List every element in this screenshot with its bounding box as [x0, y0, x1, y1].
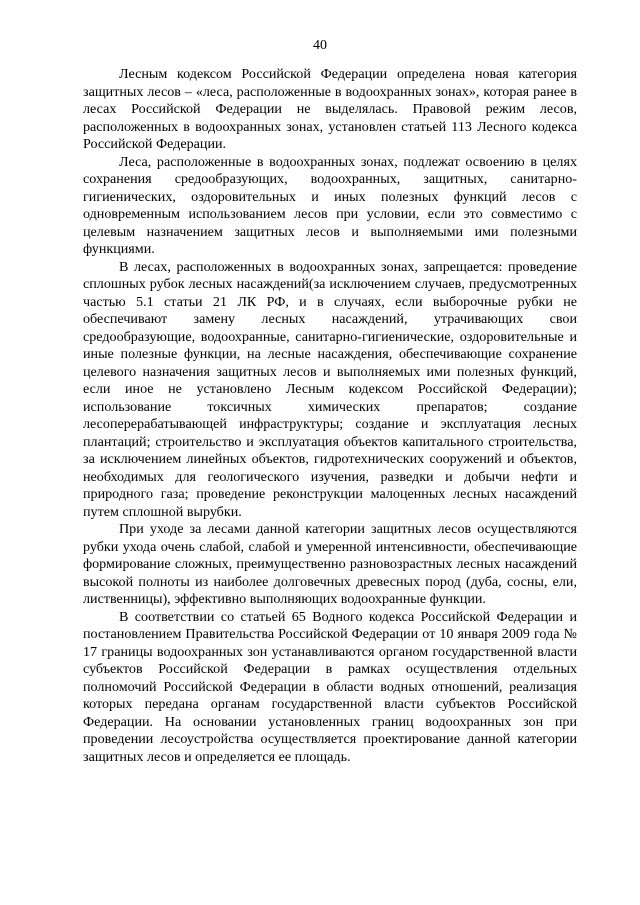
document-body: [83, 66, 577, 766]
page-number: 40: [313, 38, 327, 53]
paragraph-water-code-boundaries: В соответствии со статьей 65 Водного кодекса Российской Федерации и постановлением Правительства Российской Федерации от 10 января 2009 года № 17 границы водоохранных зон устанавливаются органом государственной власти субъектов Российской Федерации в рамках осуществления отдельных полномочий Российской Федерации в области водных отношений, реализация которых передана органам государственной власти субъектов Российской Федерации. На основании установленных границ водоохранных зон при проведении лесоустройства осуществляется проектирование данной категории защитных лесов и определяется ее площадь.: [83, 608, 577, 765]
paragraph-prohibitions: В лесах, расположенных в водоохранных зонах, запрещается: проведение сплошных рубок лесных насаждений(за исключением случаев, предусмотренных частью 5.1 статьи 21 ЛК РФ, и в случаях, если выборочные рубки не обеспечивают замену лесных насаждений, утрачивающих свои средообразующие, водоохранные, санитарно-гигиенические, оздоровительные и иные полезные функции, на лесные насаждения, обеспечивающие сохранение целевого назначения защитных лесов и выполняемых ими полезных функций, если иное не установлено Лесным кодексом Российской Федерации); использование токсичных химических препаратов; создание лесоперерабатывающей инфраструктуры; создание и эксплуатация лесных плантаций; строительство и эксплуатация объектов капитального строительства, за исключением линейных объектов, гидротехнических сооружений и объектов, необходимых для геологического изучения, разведки и добычи нефти и природного газа; проведение реконструкции малоценных лесных насаждений путем сплошной вырубки.: [83, 258, 577, 520]
paragraph-forest-code-category: Лесным кодексом Российской Федерации определена новая категория защитных лесов – «леса, расположенные в водоохранных зонах», которая ранее в лесах Российской Федерации не выделялась. Правовой режим лесов, расположенных в водоохранных зонах, установлен статьей 113 Лесного кодекса Российской Федерации.: [83, 66, 577, 152]
paragraph-thinning-care: При уходе за лесами данной категории защитных лесов осуществляются рубки ухода очень слабой, слабой и умеренной интенсивности, обеспечивающие формирование сложных, преимущественно разновозрастных лесных насаждений высокой полноты из наиболее долговечных древесных пород (дуба, сосны, ели, лиственницы), эффективно выполняющих водоохранные функции.: [83, 521, 577, 607]
paragraph-forest-development: Леса, расположенные в водоохранных зонах, подлежат освоению в целях сохранения средообразующих, водоохранных, защитных, санитарно-гигиенических, оздоровительных и иных полезных функций лесов с одновременным использованием лесов при условии, если это совместимо с целевым назначением защитных лесов и выполняемыми ими полезными функциями.: [83, 153, 577, 257]
